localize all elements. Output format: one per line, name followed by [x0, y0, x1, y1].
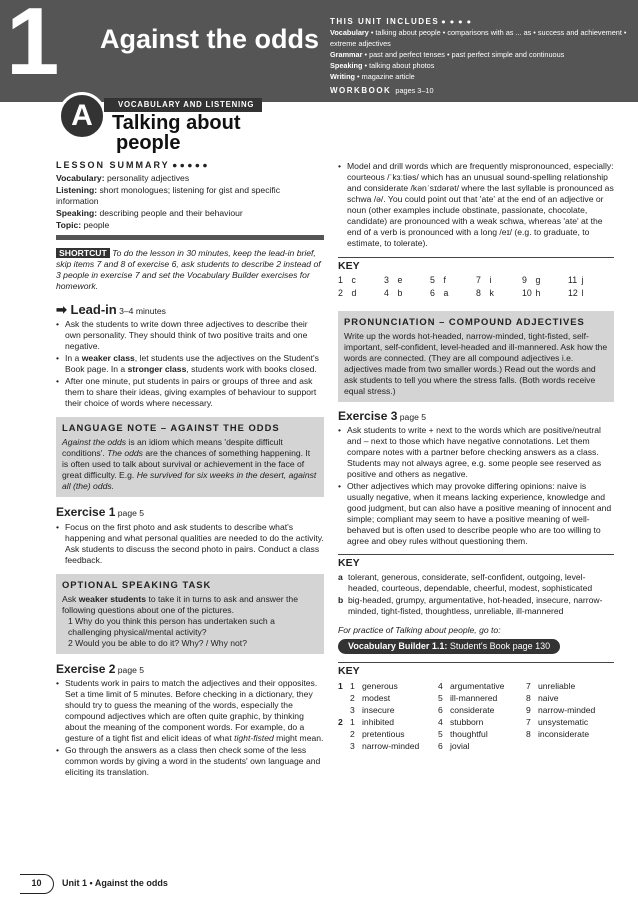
exercise2-heading: Exercise 2 page 5 — [56, 661, 145, 676]
key3-cell: jovial — [450, 740, 470, 751]
exercise1-list — [56, 522, 324, 566]
key3-cell: insecure — [362, 704, 395, 715]
practice-note: For practice of Talking about people, go to: — [338, 624, 501, 635]
optional-question-2: 2 Would you be able to do it? Why? / Why not? — [68, 637, 247, 648]
unit-number: 1 — [6, 0, 60, 95]
list-item: • Ask the students to write down three adjectives to describe their own personality. They should think of two positive traits and one negative. — [56, 319, 324, 352]
key1-answer: 6 a — [430, 287, 449, 298]
list-item: • Students work in pairs to match the adjectives and their opposites. Set a time limit of 5 minutes. Before checking in a dictionary, they should try to guess the meaning of the words, especially the compound adjectives which are often quite graphic, by thinking about the meaning of the component words. For example, do a gesture of a tight fist and elicit ideas of what tight-fisted might mean. — [56, 678, 324, 744]
key3-cell: modest — [362, 692, 391, 703]
lesson-letter-badge: A — [58, 92, 106, 140]
includes-vocabulary-text: • talking about people • comparisons with as ... as • success and achievement • extreme adjectives — [330, 28, 627, 48]
includes-speaking-text: • talking about photos — [364, 60, 435, 70]
key2-row-b: b big-headed, grumpy, argumentative, hot-headed, insecure, narrow-minded, tight-fisted, thoughtless, unreliable, ill-mannered — [338, 594, 603, 616]
language-note-heading: LANGUAGE NOTE – AGAINST THE ODDS — [62, 422, 280, 434]
list-item: • Other adjectives which may provoke differing opinions: naive is usually negative, when it means lacking experience, knowledge and good judgment, but can also have a positive meaning of innocent and simple; compliant may seem to have a positive meaning of well-behaved but is often used to describe people who are too willing to agree and obey rules without questioning them. — [338, 481, 614, 547]
key1-answer: 4 b — [384, 287, 403, 298]
key1-answer: 3 e — [384, 275, 403, 286]
key3-cell — [338, 729, 350, 740]
summary-speaking: Speaking: describing people and their behaviour — [56, 207, 243, 218]
list-item: • After one minute, put students in pairs or groups of three and ask them to share their ideas, giving examples of behaviour to support their choice of words where necessary. — [56, 376, 324, 409]
lesson-summary-heading: LESSON SUMMARY — [56, 160, 170, 170]
optional-speaking-heading: OPTIONAL SPEAKING TASK — [62, 578, 212, 590]
key2-row-a: a tolerant, generous, considerate, self-confident, outgoing, level-headed, courteous, dependable, cheerful, modest, sophisticated — [338, 571, 593, 593]
includes-heading: THIS UNIT INCLUDES — [330, 17, 440, 26]
key3-cell: 1 — [350, 716, 355, 727]
language-note-box — [56, 417, 324, 497]
pronunciation-heading: PRONUNCIATION – COMPOUND ADJECTIVES — [344, 315, 585, 327]
lesson-section-tag: VOCABULARY AND LISTENING — [104, 98, 262, 112]
key1-answer: 2 d — [338, 287, 357, 298]
key3-cell: unsystematic — [538, 716, 589, 727]
key3-cell — [338, 693, 350, 704]
list-item: • In a weaker class, let students use the adjectives on the Student's Book page. In a stronger class, students work with books closed. — [56, 353, 324, 375]
key3-cell: 9 — [526, 704, 531, 715]
key3-cell: naive — [538, 692, 559, 703]
includes-dots: ● ● ● ● — [441, 17, 472, 26]
footer-text: Unit 1 • Against the odds — [62, 878, 168, 889]
includes-writing-text: • magazine article — [357, 71, 415, 81]
exercise1-heading: Exercise 1 page 5 — [56, 505, 145, 520]
page-footer — [20, 874, 168, 894]
key1-heading: KEY — [338, 257, 614, 273]
optional-speaking-text: Ask weaker students to take it in turns to ask and answer the following questions about one of the pictures. — [62, 593, 298, 615]
key3-cell: argumentative — [450, 680, 505, 691]
includes-writing-label: Writing — [330, 71, 355, 81]
unit-includes — [330, 16, 630, 97]
key3-cell: 8 — [526, 692, 531, 703]
pronunciation-box — [338, 311, 614, 402]
key3-heading: KEY — [338, 662, 614, 678]
key3-cell: 6 — [438, 740, 443, 751]
key3-cell: 1 — [350, 680, 355, 691]
key3-cell — [338, 705, 350, 716]
shortcut-note — [56, 248, 324, 292]
lesson-summary — [56, 160, 324, 231]
page-number: 10 — [20, 874, 54, 894]
lesson-title-line1: Talking about — [112, 112, 241, 134]
key2-heading: KEY — [338, 554, 614, 570]
shortcut-label: SHORTCUT — [56, 248, 110, 258]
divider — [56, 235, 324, 240]
list-item: • Model and drill words which are frequently mispronounced, especially: courteous /ˈkɜːtiəs/ which has an unusual sound-spelling relationship and considerate /kənˈsɪdərət/ where the last syllable is pronounced as schwa /ə/. You could point out that 'ate' at the end of an adjective or noun (other examples include obstinate, passionate, chocolate, candidate) are pronounced with a weak schwa, whereas 'ate' at the end of a verb is pronounced with a long /eɪ/ (e.g. to graduate, to estimate, to tolerate). — [338, 161, 614, 249]
shortcut-text: To do the lesson in 30 minutes, keep the lead-in brief, skip items 7 and 8 of exercise 6, ask students to describe 2 instead of 3 people in exercise 7 and set the Vocabulary Builder exercises for homework. — [56, 247, 321, 291]
leadin-list — [56, 319, 324, 409]
list-item: • Focus on the first photo and ask students to describe what's happening and what personal qualities are needed to do the activity. Ask students to discuss the second photo in pairs. Conduct a class feedback. — [56, 522, 324, 566]
list-item: • Ask students to write + next to the words which are positive/neutral and – next to those which have negative connotations. Let them compare notes with a partner before checking answers as a class. Students may not always agree, e.g. some people see reserved as positive and others as negative. — [338, 425, 614, 480]
key3-cell: inconsiderate — [538, 728, 590, 739]
key3-cell: pretentious — [362, 728, 405, 739]
unit-header-band — [0, 0, 638, 102]
key3-answers — [338, 681, 614, 752]
key3-cell — [538, 741, 614, 752]
key1-answer: 12 l — [568, 287, 584, 298]
key3-cell: 7 — [526, 716, 531, 727]
key3-cell: 5 — [438, 728, 443, 739]
key3-cell: narrow-minded — [362, 740, 420, 751]
key2-answers — [338, 572, 614, 617]
key3-cell: 6 — [438, 704, 443, 715]
key1-answers — [338, 275, 614, 299]
key1-answer: 10 h — [522, 287, 541, 298]
key1-answer: 5 f — [430, 275, 446, 286]
pronunciation-text: Write up the words hot-headed, narrow-minded, tight-fisted, self-important, self-confident, level-headed and ill-mannered. Ask how the words are connected. (They are all compound adjectives i.e. adjectives made from two smaller words.) Read out the words and ask students to tell you where the stress falls. (Both words receive equal stress.) — [344, 330, 608, 396]
key3-cell: narrow-minded — [538, 704, 596, 715]
model-list — [338, 161, 614, 249]
key3-cell: considerate — [450, 704, 495, 715]
left-column — [56, 160, 324, 779]
key3-cell: 2 — [350, 728, 355, 739]
key3-cell: inhibited — [362, 716, 395, 727]
optional-question-1: 1 Why do you think this person has undertaken such a challenging physical/mental activity? — [68, 615, 275, 637]
key3-cell: 7 — [526, 680, 531, 691]
vocabulary-builder-pill: Vocabulary Builder 1.1: Student's Book page 130 — [338, 639, 560, 655]
key1-answer: 9 g — [522, 275, 541, 286]
key3-cell: 5 — [438, 692, 443, 703]
lesson-title-line2: people — [116, 132, 181, 154]
list-item: • Go through the answers as a class then check some of the less common words by giving a word in the students' own language and eliciting its translation. — [56, 745, 324, 778]
right-column — [338, 160, 614, 752]
key3-cell — [338, 741, 350, 752]
key3-cell: stubborn — [450, 716, 484, 727]
leadin-heading: ➡ Lead-in 3–4 minutes — [56, 301, 166, 317]
exercise3-list — [338, 425, 614, 547]
includes-grammar-text: • past and perfect tenses • past perfect simple and continuous — [364, 49, 565, 59]
key3-cell: 4 — [438, 716, 443, 727]
key3-cell: thoughtful — [450, 728, 488, 739]
exercise3-heading: Exercise 3 page 5 — [338, 408, 427, 423]
key3-cell: 1 — [338, 680, 343, 691]
summary-vocabulary: Vocabulary: personality adjectives — [56, 172, 190, 183]
key3-cell: 2 — [350, 692, 355, 703]
key1-answer: 1 c — [338, 275, 356, 286]
includes-vocabulary-label: Vocabulary — [330, 28, 369, 37]
key3-cell: unreliable — [538, 680, 576, 691]
unit-title: Against the odds — [100, 24, 320, 54]
language-note-text: Against the odds is an idiom which means 'despite difficult conditions'. The odds are the chances of something happening. It is often used to talk about survival or achievement in the face of great difficulty. E.g. He survived for six weeks in the desert, against all (the) odds. — [62, 437, 317, 492]
key3-cell: 2 — [338, 716, 343, 727]
key3-cell — [526, 741, 538, 752]
key3-cell: 8 — [526, 728, 531, 739]
key3-cell: 3 — [350, 704, 355, 715]
key1-answer: 8 k — [476, 287, 494, 298]
key3-cell: ill-mannered — [450, 692, 498, 703]
includes-speaking-label: Speaking — [330, 60, 363, 70]
optional-speaking-box — [56, 574, 324, 654]
workbook-pages: pages 3–10 — [395, 85, 434, 95]
workbook-label: WORKBOOK — [330, 85, 392, 95]
exercise2-list — [56, 678, 324, 778]
key1-answer: 7 i — [476, 275, 492, 286]
lesson-title — [112, 113, 241, 153]
summary-topic: Topic: people — [56, 219, 110, 230]
key1-answer: 11 j — [568, 275, 584, 286]
lesson-summary-dots: ● ● ● ● ● — [172, 160, 208, 170]
key3-cell: generous — [362, 680, 398, 691]
includes-grammar-label: Grammar — [330, 49, 363, 59]
summary-listening: Listening: short monologues; listening for gist and specific information — [56, 184, 281, 206]
key3-cell: 3 — [350, 740, 355, 751]
key3-cell: 4 — [438, 680, 443, 691]
